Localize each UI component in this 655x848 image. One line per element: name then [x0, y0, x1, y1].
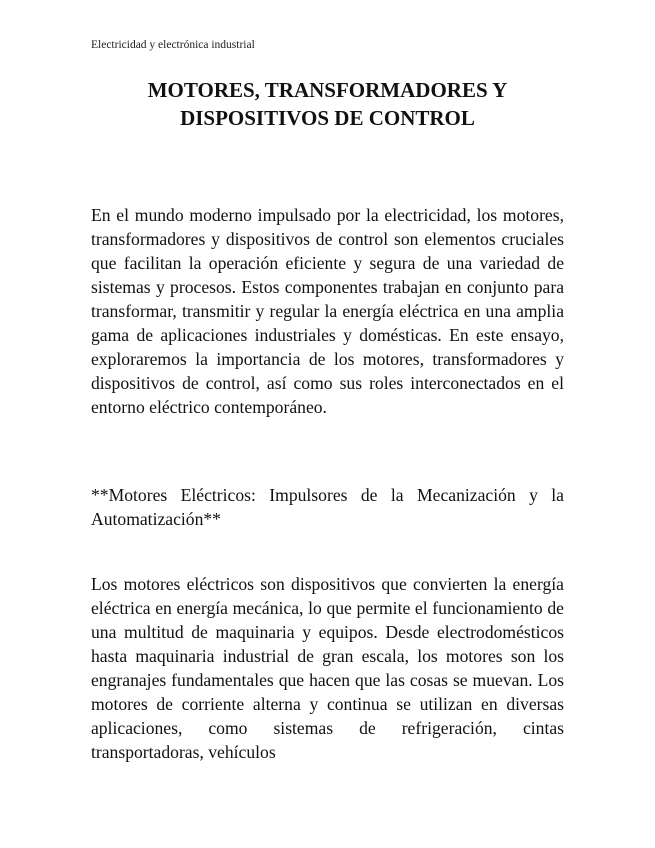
page-title: MOTORES, TRANSFORMADORES Y DISPOSITIVOS DE CONTROL	[147, 78, 508, 130]
intro-paragraph: En el mundo moderno impulsado por la electricidad, los motores, transformadores y dispositivos de control son elementos cruciales que facilitan la operación eficiente y segura de una variedad de sistemas y procesos. Estos componentes trabajan en conjunto para transformar, transmitir y regular la energía eléctrica en una amplia gama de aplicaciones industriales y domésticas. En este ensayo, exploraremos la importancia de los motores, transformadores y dispositivos de control, así como sus roles interconectados en el entorno eléctrico contemporáneo.	[91, 205, 564, 417]
body-paragraph: Los motores eléctricos son dispositivos que convierten la energía eléctrica en energía mecánica, lo que permite el funcionamiento de una multitud de maquinaria y equipos. Desde electrodomésticos hasta maquinaria industrial de gran escala, los motores son los engranajes fundamentales que hacen que las cosas se muevan. Los motores de corriente alterna y continua se utilizan en diversas aplicaciones, como sistemas de refrigeración, cintas transportadoras, vehículos	[91, 574, 564, 762]
section-heading-paragraph: **Motores Eléctricos: Impulsores de la Mecanización y la Automatización**	[91, 485, 564, 529]
running-header: Electricidad y electrónica industrial	[91, 39, 255, 51]
